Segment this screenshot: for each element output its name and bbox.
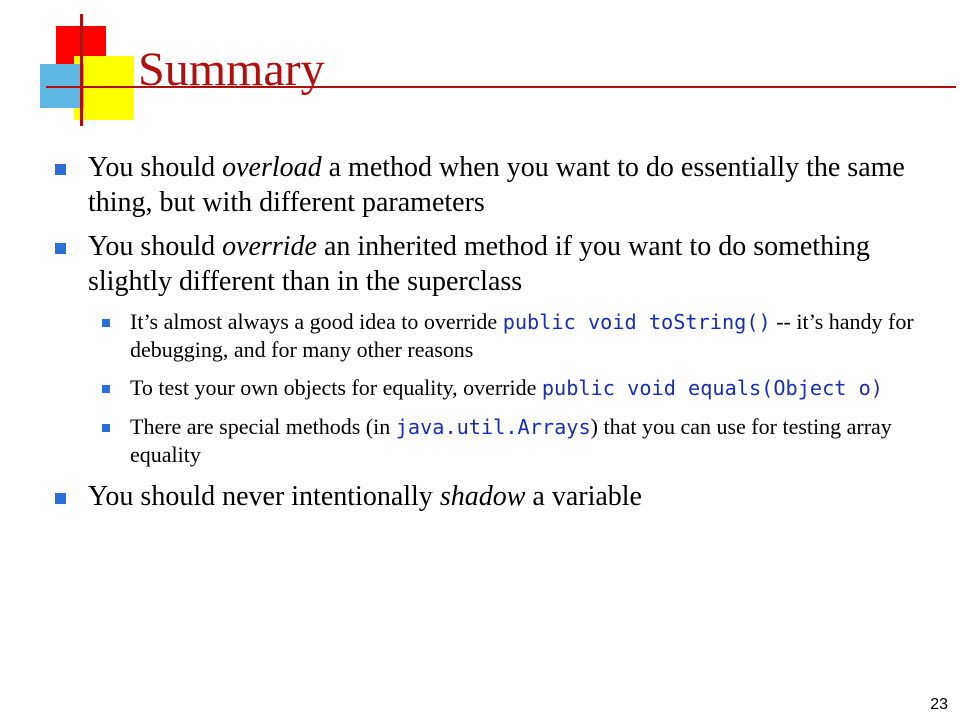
bullet-shadow	[50, 479, 930, 514]
code-snippet: public void toString()	[502, 310, 771, 334]
sub-bullet-equals	[50, 374, 930, 402]
bullet-override	[50, 229, 930, 299]
square-bullet-icon	[102, 319, 110, 327]
slide-body	[50, 150, 930, 523]
square-bullet-icon	[102, 385, 110, 393]
square-bullet-icon	[55, 164, 66, 175]
decor-vertical-line	[80, 14, 83, 126]
page-number: 23	[930, 696, 948, 713]
square-bullet-icon	[55, 493, 66, 504]
code-snippet: java.util.Arrays	[395, 415, 591, 439]
emphasis-term: shadow	[439, 481, 526, 512]
slide-title: Summary	[138, 43, 325, 96]
code-snippet: public void equals(Object o)	[541, 376, 883, 400]
sub-bullet-tostring	[50, 308, 930, 363]
square-bullet-icon	[55, 243, 66, 254]
bullet-text: You should overload a method when you want to do essentially the same thing, but with different parameters	[88, 152, 905, 218]
bullet-overload	[50, 150, 930, 220]
square-bullet-icon	[102, 424, 110, 432]
emphasis-term: override	[222, 231, 317, 262]
bullet-text: You should override an inherited method if you want to do something slightly different than in the superclass	[88, 231, 870, 297]
emphasis-term: overload	[222, 152, 322, 183]
bullet-text: You should never intentionally shadow a variable	[88, 481, 642, 512]
sub-bullet-arrays	[50, 413, 930, 468]
sub-bullet-text: It’s almost always a good idea to override public void toString() -- it’s handy for debugging, and for many other reasons	[130, 309, 914, 362]
sub-bullet-text: There are special methods (in java.util.Arrays) that you can use for testing array equality	[130, 414, 892, 467]
sub-bullet-text: To test your own objects for equality, override public void equals(Object o)	[130, 375, 883, 400]
